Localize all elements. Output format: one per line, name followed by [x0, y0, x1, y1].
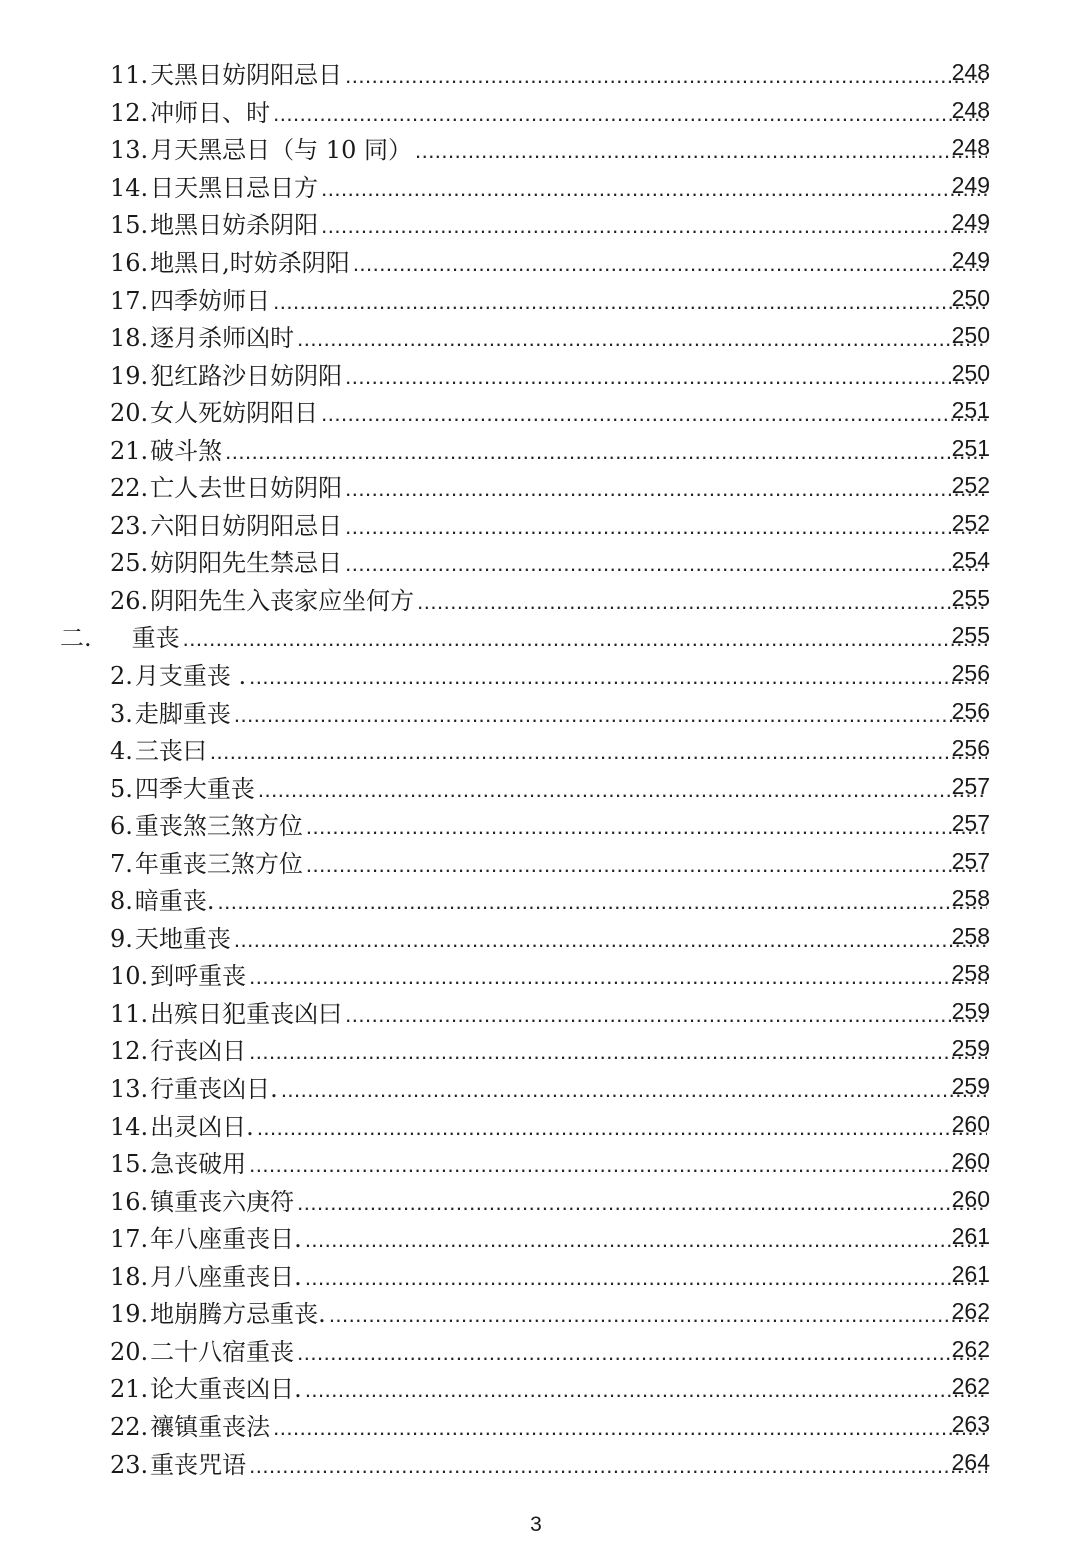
toc-entry-title: 二十八宿重丧: [150, 1337, 295, 1366]
toc-entry: [0, 655, 1072, 693]
toc-entry-title-wrap: [110, 694, 990, 729]
toc-dot-leader: [249, 1152, 987, 1178]
toc-entry-title: 地崩腾方忌重丧.: [150, 1300, 326, 1329]
toc-entry-number: 13.: [110, 136, 149, 165]
toc-dot-leader: [329, 1302, 987, 1328]
toc-entry: [0, 129, 1072, 167]
toc-entry-title-wrap: [110, 1369, 990, 1404]
toc-entry-title: 六阳日妨阴阳忌日: [150, 511, 343, 540]
toc-entry-title-wrap: [110, 393, 990, 428]
toc-entry-title: 犯红路沙日妨阴阳: [150, 361, 343, 390]
toc-entry-number: 19.: [110, 1300, 149, 1329]
toc-entry-page: 260: [951, 1110, 990, 1137]
toc-entry-page: 262: [951, 1373, 990, 1400]
toc-entry-number: 10.: [110, 962, 149, 991]
toc-entry-title: 月天黑忌日（与 10 同）: [150, 136, 412, 165]
toc-entry-title-wrap: [110, 468, 990, 503]
toc-entry-page: 255: [951, 584, 990, 611]
toc-entry-title-wrap: [110, 130, 990, 165]
toc-entry-number: 18.: [110, 324, 149, 353]
toc-entry-title: 妨阴阳先生禁忌日: [150, 549, 343, 578]
toc-entry-number: 14.: [110, 1112, 149, 1141]
toc-entry-page: 256: [951, 660, 990, 687]
toc-dot-leader: [234, 927, 987, 953]
toc-entry-page: 250: [951, 322, 990, 349]
toc-entry-title: 四季妨师日: [150, 286, 271, 315]
toc-entry: [0, 918, 1072, 956]
toc-entry: [0, 1143, 1072, 1181]
toc-entry-page: 263: [951, 1410, 990, 1437]
toc-entry-title-wrap: [110, 318, 990, 353]
toc-dot-leader: [305, 1377, 987, 1403]
toc-entry-title-wrap: [110, 1144, 990, 1179]
toc-dot-leader: [210, 739, 987, 765]
toc-entry: [0, 1068, 1072, 1106]
toc-entry-title-wrap: [110, 1069, 990, 1104]
toc-entry-number: 18.: [110, 1262, 149, 1291]
toc-entry-title: 三丧曰: [134, 737, 207, 766]
toc-entry: [0, 692, 1072, 730]
toc-entry-title-wrap: [110, 1294, 990, 1329]
toc-entry-page: 251: [951, 434, 990, 461]
toc-entry-title: 月支重丧 .: [134, 662, 247, 691]
toc-entry-title: 重丧: [131, 624, 180, 653]
toc-entry-page: 259: [951, 997, 990, 1024]
toc-entry-number: 8.: [110, 887, 133, 916]
toc-dot-leader: [297, 326, 987, 352]
toc-entry-number: 14.: [110, 173, 149, 202]
toc-entry-number: 26.: [110, 586, 149, 615]
toc-entry: [0, 1030, 1072, 1068]
toc-entry-number: 20.: [110, 399, 149, 428]
toc-entry-title: 重丧咒语: [150, 1450, 247, 1479]
toc-dot-leader: [345, 1002, 987, 1028]
toc-dot-leader: [281, 1077, 987, 1103]
toc-entry-title-wrap: [110, 1332, 990, 1367]
toc-entry-title-wrap: [110, 1445, 990, 1480]
toc-entry: [0, 580, 1072, 618]
toc-entry-page: 259: [951, 1035, 990, 1062]
toc-entry-title: 出殡日犯重丧凶曰: [150, 999, 343, 1028]
toc-entry-page: 252: [951, 472, 990, 499]
toc-entry-number: 12.: [110, 1037, 149, 1066]
toc-dot-leader: [297, 1340, 987, 1366]
toc-entry: [0, 1293, 1072, 1331]
toc-entry-title-wrap: [110, 205, 990, 240]
toc-entry: [0, 767, 1072, 805]
table-of-contents: [0, 54, 1072, 1481]
toc-dot-leader: [297, 1190, 987, 1216]
toc-entry-number: 22.: [110, 474, 149, 503]
toc-entry-number: 21.: [110, 436, 149, 465]
toc-entry-number: 20.: [110, 1337, 149, 1366]
toc-entry-number: 4.: [110, 737, 133, 766]
toc-entry-title-wrap: [110, 581, 990, 616]
toc-entry-title-wrap: [110, 431, 990, 466]
toc-entry-number: 16.: [110, 1187, 149, 1216]
toc-entry-title-wrap: [110, 919, 990, 954]
toc-entry-title: 行丧凶日: [150, 1037, 247, 1066]
toc-entry-title-wrap: [110, 656, 990, 691]
toc-entry-page: 256: [951, 697, 990, 724]
toc-dot-leader: [234, 702, 987, 728]
toc-entry-title: 阴阳先生入丧家应坐何方: [150, 586, 415, 615]
toc-entry-title: 逐月杀师凶时: [150, 324, 295, 353]
toc-entry-number: 15.: [110, 211, 149, 240]
toc-entry-title: 暗重丧.: [134, 887, 215, 916]
toc-entry: [0, 317, 1072, 355]
toc-entry-number: 2.: [110, 662, 133, 691]
toc-entry-number: 25.: [110, 549, 149, 578]
toc-entry-number: 7.: [110, 849, 133, 878]
toc-dot-leader: [273, 1415, 987, 1441]
toc-entry-page: 262: [951, 1298, 990, 1325]
toc-entry-page: 261: [951, 1223, 990, 1250]
toc-dot-leader: [183, 626, 987, 652]
toc-entry-title-wrap: [60, 618, 990, 653]
toc-dot-leader: [321, 401, 987, 427]
toc-entry: [0, 204, 1072, 242]
toc-entry-page: 258: [951, 922, 990, 949]
toc-dot-leader: [345, 476, 987, 502]
toc-entry-page: 257: [951, 810, 990, 837]
toc-entry: [0, 429, 1072, 467]
toc-entry: [0, 1105, 1072, 1143]
toc-section-heading: [0, 617, 1072, 655]
toc-entry-title-wrap: [110, 1107, 990, 1142]
toc-dot-leader: [305, 1265, 987, 1291]
toc-entry: [0, 842, 1072, 880]
toc-entry-page: 260: [951, 1185, 990, 1212]
toc-entry: [0, 242, 1072, 280]
toc-entry-number: 21.: [110, 1375, 149, 1404]
toc-entry-title-wrap: [110, 55, 990, 90]
toc-entry-page: 249: [951, 209, 990, 236]
toc-entry-number: 17.: [110, 286, 149, 315]
toc-entry-title: 天黑日妨阴阳忌日: [150, 61, 343, 90]
toc-entry: [0, 505, 1072, 543]
toc-entry-number: 二.: [60, 624, 92, 653]
toc-entry: [0, 392, 1072, 430]
toc-entry-title: 日天黑日忌日方: [150, 173, 319, 202]
toc-entry-page: 257: [951, 772, 990, 799]
toc-entry: [0, 54, 1072, 92]
toc-entry: [0, 1406, 1072, 1444]
toc-entry-page: 250: [951, 284, 990, 311]
toc-entry: [0, 1443, 1072, 1481]
toc-dot-leader: [345, 514, 987, 540]
toc-entry-title: 地黑日,时妨杀阴阳: [150, 249, 350, 277]
toc-entry-number: 9.: [110, 924, 133, 953]
toc-entry-title-wrap: [110, 93, 990, 128]
toc-entry-title: 镇重丧六庚符: [150, 1187, 295, 1216]
toc-entry: [0, 955, 1072, 993]
toc-entry-page: 260: [951, 1148, 990, 1175]
toc-entry-title-wrap: [110, 994, 990, 1029]
toc-entry-title-wrap: [110, 243, 990, 278]
toc-entry-title: 年八座重丧日.: [150, 1225, 302, 1254]
toc-entry-title-wrap: [110, 356, 990, 391]
toc-entry-page: 254: [951, 547, 990, 574]
toc-entry: [0, 167, 1072, 205]
toc-dot-leader: [306, 814, 987, 840]
toc-dot-leader: [218, 889, 987, 915]
toc-entry-page: 264: [951, 1448, 990, 1475]
toc-entry: [0, 92, 1072, 130]
toc-dot-leader: [417, 589, 987, 615]
toc-dot-leader: [258, 777, 987, 803]
toc-entry-title-wrap: [110, 731, 990, 766]
toc-dot-leader: [321, 213, 987, 239]
toc-dot-leader: [249, 1039, 987, 1065]
toc-entry-title-wrap: [110, 881, 990, 916]
toc-entry-title: 出灵凶日.: [150, 1112, 254, 1141]
toc-entry-number: 11.: [110, 61, 149, 90]
toc-dot-leader: [249, 664, 987, 690]
toc-entry: [0, 467, 1072, 505]
toc-dot-leader: [353, 251, 987, 277]
toc-entry-page: 261: [951, 1260, 990, 1287]
toc-entry-page: 259: [951, 1073, 990, 1100]
toc-entry-page: 248: [951, 59, 990, 86]
toc-entry: [0, 542, 1072, 580]
toc-entry-page: 250: [951, 359, 990, 386]
toc-entry: [0, 805, 1072, 843]
toc-entry-page: 248: [951, 96, 990, 123]
toc-entry-title: 急丧破用: [150, 1150, 247, 1179]
toc-entry: [0, 880, 1072, 918]
toc-dot-leader: [249, 964, 987, 990]
toc-entry-title: 地黑日妨杀阴阳: [150, 211, 319, 240]
toc-entry-title: 到呼重丧: [150, 962, 247, 991]
toc-entry-title-wrap: [110, 844, 990, 879]
toc-entry-title: 行重丧凶日.: [150, 1075, 278, 1104]
toc-entry-title-wrap: [110, 769, 990, 804]
toc-entry-title-wrap: [110, 543, 990, 578]
toc-entry-number: 16.: [110, 249, 149, 277]
toc-dot-leader: [249, 1453, 987, 1479]
toc-entry: [0, 354, 1072, 392]
toc-entry-number: 19.: [110, 361, 149, 390]
toc-dot-leader: [321, 176, 987, 202]
toc-entry-title-wrap: [110, 1031, 990, 1066]
toc-entry: [0, 1331, 1072, 1369]
toc-dot-leader: [345, 364, 987, 390]
toc-entry-number: 6.: [110, 812, 133, 841]
toc-entry: [0, 279, 1072, 317]
toc-dot-leader: [273, 289, 987, 315]
toc-entry-number: 23.: [110, 511, 149, 540]
toc-entry-number: 17.: [110, 1225, 149, 1254]
toc-entry-number: 5.: [110, 774, 133, 803]
toc-entry-title-wrap: [110, 806, 990, 841]
toc-entry-title: 月八座重丧日.: [150, 1262, 302, 1291]
toc-entry-page: 256: [951, 735, 990, 762]
toc-entry-title: 冲师日、时: [150, 98, 271, 127]
toc-entry-title: 禳镇重丧法: [150, 1412, 271, 1441]
toc-entry-number: 11.: [110, 999, 149, 1028]
toc-entry-title-wrap: [110, 168, 990, 203]
toc-entry-number: 3.: [110, 699, 133, 728]
page-number: 3: [530, 1513, 542, 1536]
toc-dot-leader: [415, 138, 987, 164]
toc-entry-title-wrap: [110, 506, 990, 541]
toc-entry-title: 论大重丧凶日.: [150, 1375, 302, 1404]
toc-entry-page: 248: [951, 134, 990, 161]
toc-entry-number: 12.: [110, 98, 149, 127]
toc-entry-title: 走脚重丧: [134, 699, 231, 728]
toc-entry-title-wrap: [110, 1182, 990, 1217]
toc-entry: [0, 1180, 1072, 1218]
toc-entry-title: 破斗煞: [150, 436, 223, 465]
toc-entry: [0, 730, 1072, 768]
toc-entry-title: 女人死妨阴阳日: [150, 399, 319, 428]
toc-entry-number: 13.: [110, 1075, 149, 1104]
toc-entry-page: 249: [951, 171, 990, 198]
toc-entry-title: 亡人去世日妨阴阳: [150, 474, 343, 503]
toc-entry: [0, 993, 1072, 1031]
toc-entry-title-wrap: [110, 1257, 990, 1292]
toc-entry-title-wrap: [110, 956, 990, 991]
toc-entry: [0, 1256, 1072, 1294]
toc-entry-title-wrap: [110, 1407, 990, 1442]
toc-entry-title: 天地重丧: [134, 924, 231, 953]
toc-entry-number: 22.: [110, 1412, 149, 1441]
toc-dot-leader: [306, 852, 987, 878]
toc-entry-page: 251: [951, 397, 990, 424]
toc-entry-number: 23.: [110, 1450, 149, 1479]
toc-entry-page: 262: [951, 1335, 990, 1362]
toc-entry: [0, 1368, 1072, 1406]
toc-entry: [0, 1218, 1072, 1256]
toc-entry-page: 249: [951, 247, 990, 273]
toc-entry-title-wrap: [110, 1219, 990, 1254]
toc-entry-title-wrap: [110, 281, 990, 316]
toc-entry-page: 252: [951, 509, 990, 536]
toc-dot-leader: [257, 1115, 987, 1141]
toc-dot-leader: [273, 101, 987, 127]
toc-entry-page: 255: [951, 622, 990, 649]
toc-entry-title: 重丧煞三煞方位: [134, 812, 303, 841]
toc-dot-leader: [345, 63, 987, 89]
toc-entry-page: 258: [951, 960, 990, 987]
toc-dot-leader: [305, 1227, 987, 1253]
toc-dot-leader: [345, 551, 987, 577]
toc-entry-title: 四季大重丧: [134, 774, 255, 803]
toc-entry-page: 258: [951, 885, 990, 912]
toc-entry-number: 15.: [110, 1150, 149, 1179]
toc-dot-leader: [225, 439, 987, 465]
toc-entry-title: 年重丧三煞方位: [134, 849, 303, 878]
toc-entry-page: 257: [951, 847, 990, 874]
